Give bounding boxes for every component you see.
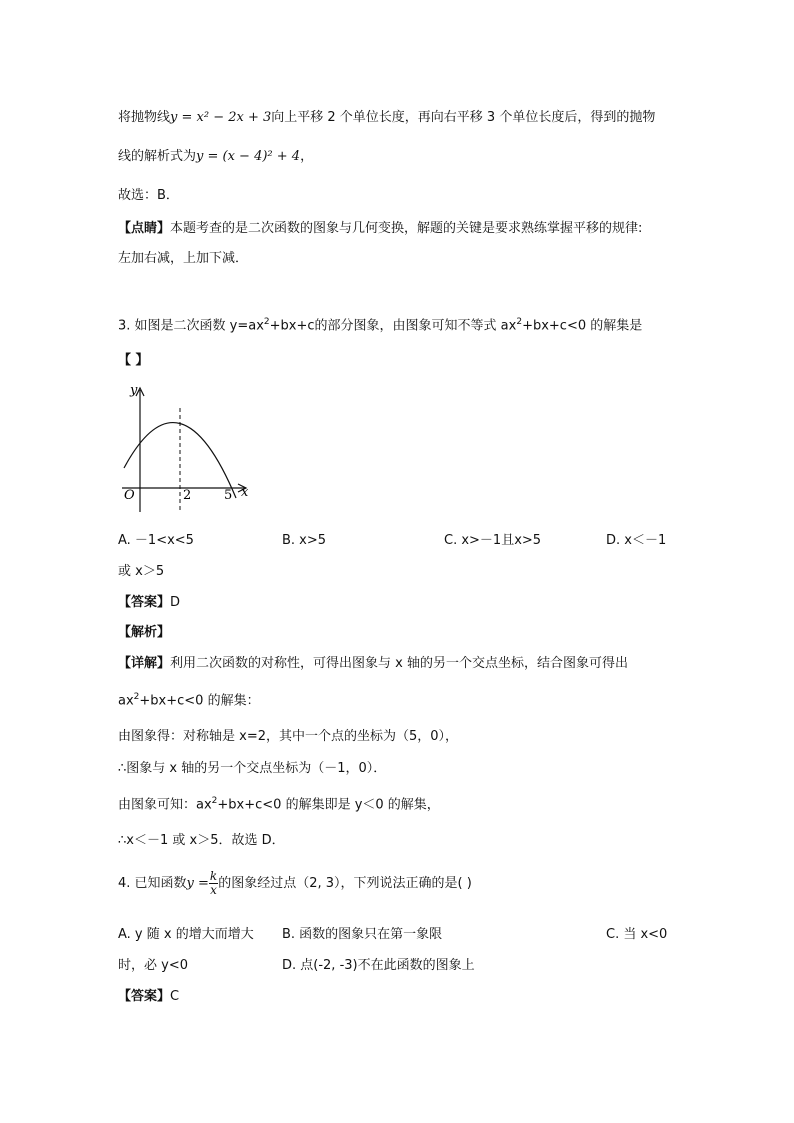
p2-line1 bbox=[118, 111, 655, 124]
p2-note bbox=[118, 222, 642, 235]
q3-detail-5a: 由图象可知：ax bbox=[118, 797, 212, 813]
q3-stem-b: +bx+c的部分图象，由图象可知不等式 ax bbox=[269, 318, 517, 334]
parabola-graph bbox=[118, 380, 258, 515]
q3-detail-3: 由图象得：对称轴是 x=2，其中一个点的坐标为（5，0）， bbox=[118, 729, 459, 744]
note-text: 本题考查的是二次函数的图象与几何变换，解题的关键是要求熟练掌握平移的规律: bbox=[170, 221, 643, 236]
q3-detail-4: ∴图象与 x 轴的另一个交点坐标为（－1，0）． bbox=[118, 761, 387, 776]
q4-answer-tag: 【答案】 bbox=[118, 989, 171, 1004]
q4-stem-y: y = bbox=[186, 876, 209, 892]
q3-stem bbox=[118, 318, 642, 332]
q3-answer-value: D bbox=[170, 595, 181, 610]
q4-option-b: B. 函数的图象只在第一象限 bbox=[282, 927, 443, 942]
p2-line2-equation: y = (x − 4)² + 4 bbox=[196, 149, 301, 164]
q4-stem bbox=[118, 870, 472, 897]
q3-option-a: A. －1<x<5 bbox=[118, 533, 194, 548]
q4-stem-b: 的图象经过点（2, 3），下列说法正确的是( ) bbox=[218, 876, 472, 892]
tick-label-5: 5 bbox=[224, 488, 233, 503]
q3-answer bbox=[118, 596, 180, 609]
p2-line1-post: 向上平移 2 个单位长度，再向右平移 3 个单位长度后，得到的抛物 bbox=[271, 110, 656, 125]
q3-answer-tag: 【答案】 bbox=[118, 595, 171, 610]
q3-bracket: 【 】 bbox=[118, 353, 149, 368]
p2-choice: 故选：B． bbox=[118, 188, 179, 203]
q4-option-d: D. 点(-2, -3)不在此函数的图象上 bbox=[282, 958, 475, 973]
note-tag: 【点睛】 bbox=[118, 221, 171, 236]
q4-stem-a: 4. 已知函数 bbox=[118, 876, 187, 892]
q3-stem-a: 3. 如图是二次函数 y=ax bbox=[118, 318, 264, 334]
p2-line1-pre: 将抛物线 bbox=[118, 110, 171, 125]
q4-answer bbox=[118, 990, 179, 1003]
p2-note-cont: 左加右减，上加下减． bbox=[118, 251, 249, 266]
q3-detail-2b: +bx+c<0 的解集： bbox=[139, 693, 260, 709]
y-axis-label: y bbox=[130, 383, 138, 398]
q4-fraction bbox=[209, 870, 218, 897]
q3-option-c: C. x>－1且x>5 bbox=[444, 533, 542, 548]
p2-line2-pre: 线的解析式为 bbox=[118, 149, 197, 164]
q4-option-c-cont: 时，必 y<0 bbox=[118, 958, 188, 973]
origin-label: O bbox=[124, 488, 135, 503]
q3-analysis-tag: 【解析】 bbox=[118, 625, 171, 640]
q3-stem-sup: 2 bbox=[263, 317, 270, 327]
q3-detail-2 bbox=[118, 693, 260, 707]
tick-label-2: 2 bbox=[183, 488, 192, 503]
q3-option-b: B. x>5 bbox=[282, 533, 327, 548]
q3-stem-sup2: 2 bbox=[516, 317, 523, 327]
q3-detail-2-sup: 2 bbox=[133, 692, 140, 702]
q4-option-c: C. 当 x<0 bbox=[606, 927, 668, 942]
q3-detail-6: ∴x＜－1 或 x＞5．故选 D． bbox=[118, 833, 285, 848]
q3-stem-c: +bx+c<0 的解集是 bbox=[522, 318, 643, 334]
q3-detail-5-sup: 2 bbox=[211, 796, 218, 806]
x-axis-label: x bbox=[241, 485, 249, 500]
q4-option-a: A. y 随 x 的增大而增大 bbox=[118, 927, 254, 942]
p2-line2-post: ， bbox=[300, 149, 314, 164]
q4-answer-value: C bbox=[170, 989, 180, 1004]
q3-detail-1-text: 利用二次函数的对称性，可得出图象与 x 轴的另一个交点坐标，结合图象可得出 bbox=[170, 656, 628, 671]
q3-detail-5 bbox=[118, 797, 440, 811]
q3-option-d: D. x＜－1 bbox=[606, 533, 667, 548]
q3-detail-2a: ax bbox=[118, 693, 134, 709]
q3-detail-tag: 【详解】 bbox=[118, 656, 171, 671]
q4-frac-den: x bbox=[210, 883, 217, 898]
p2-line1-equation: y = x² − 2x + 3 bbox=[170, 110, 272, 125]
p2-line2 bbox=[118, 150, 313, 163]
q3-detail-5b: +bx+c<0 的解集即是 y＜0 的解集， bbox=[217, 797, 440, 813]
q4-frac-num: k bbox=[209, 869, 218, 883]
q3-option-d-cont: 或 x＞5 bbox=[118, 564, 165, 579]
q3-detail-1 bbox=[118, 657, 628, 670]
